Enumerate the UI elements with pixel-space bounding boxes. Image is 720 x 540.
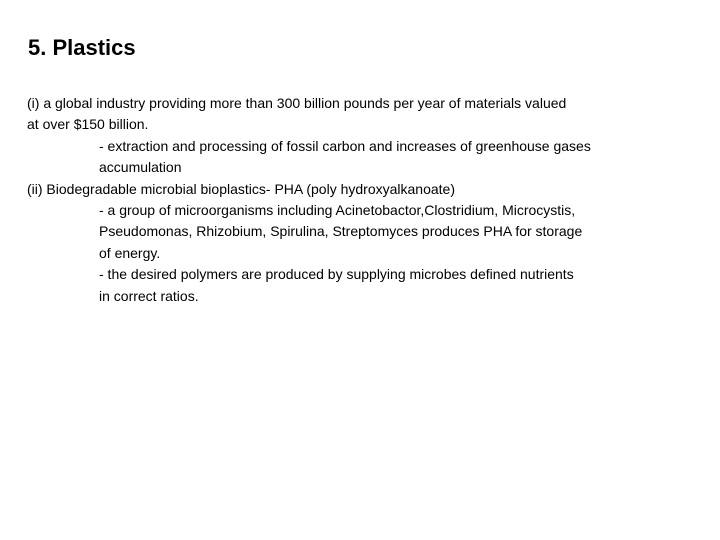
slide-title: 5. Plastics bbox=[28, 35, 136, 60]
body-line: - the desired polymers are produced by supplying microbes defined nutrients bbox=[99, 266, 574, 283]
body-line: at over $150 billion. bbox=[27, 116, 149, 133]
body-line: (ii) Biodegradable microbial bioplastics- PHA (poly hydroxyalkanoate) bbox=[27, 180, 455, 197]
slide-body bbox=[27, 93, 687, 307]
body-line: accumulation bbox=[99, 159, 182, 176]
body-line: of energy. bbox=[99, 244, 161, 261]
body-line: - extraction and processing of fossil carbon and increases of greenhouse gases bbox=[99, 137, 591, 154]
body-line: - a group of microorganisms including Acinetobactor,Clostridium, Microcystis, bbox=[99, 202, 576, 219]
body-line: Pseudomonas, Rhizobium, Spirulina, Streptomyces produces PHA for storage bbox=[99, 223, 583, 240]
body-line: in correct ratios. bbox=[99, 287, 199, 304]
body-line: (i) a global industry providing more than 300 billion pounds per year of materials valued bbox=[27, 95, 567, 111]
